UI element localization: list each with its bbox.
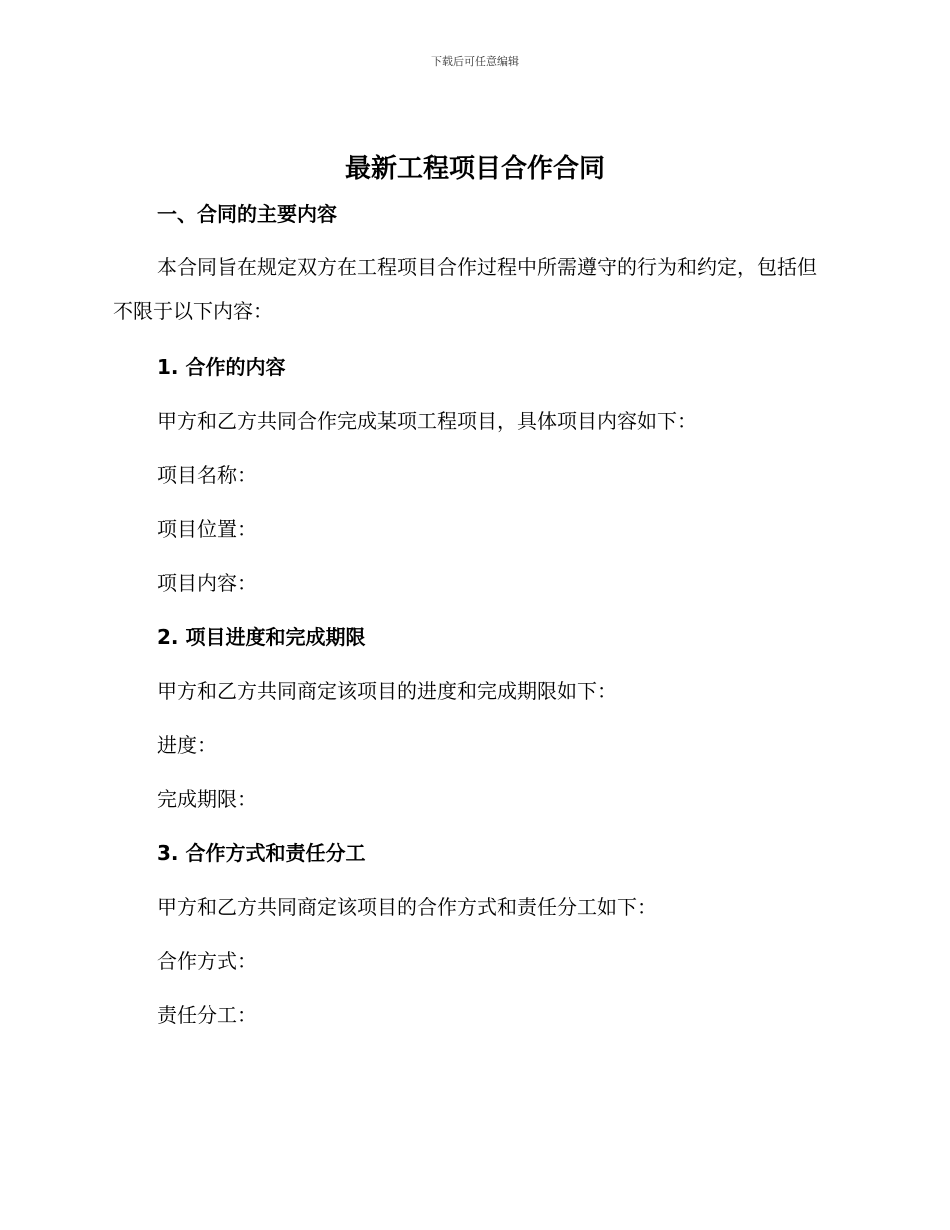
item1-heading: 1. 合作的内容 — [157, 355, 286, 379]
field-cooperation-method: 合作方式： — [157, 949, 257, 973]
field-project-name: 项目名称： — [157, 463, 257, 487]
field-progress: 进度： — [157, 733, 217, 757]
field-project-location: 项目位置： — [157, 517, 257, 541]
item3-heading: 3. 合作方式和责任分工 — [157, 841, 366, 865]
field-deadline: 完成期限： — [157, 787, 257, 811]
field-project-content: 项目内容： — [157, 571, 257, 595]
intro-paragraph: 本合同旨在规定双方在工程项目合作过程中所需遵守的行为和约定，包括但不限于以下内容： — [113, 255, 817, 323]
field-responsibility-division: 责任分工： — [157, 1003, 257, 1027]
document-title: 最新工程项目合作合同 — [344, 154, 605, 184]
item3-text: 甲方和乙方共同商定该项目的合作方式和责任分工如下： — [157, 895, 657, 919]
section-heading-main-content: 一、合同的主要内容 — [157, 202, 337, 226]
page-header-note: 下载后可任意编辑 — [431, 55, 519, 68]
item2-text: 甲方和乙方共同商定该项目的进度和完成期限如下： — [157, 679, 617, 703]
item1-text: 甲方和乙方共同合作完成某项工程项目，具体项目内容如下： — [157, 409, 697, 433]
item2-heading: 2. 项目进度和完成期限 — [157, 625, 366, 649]
